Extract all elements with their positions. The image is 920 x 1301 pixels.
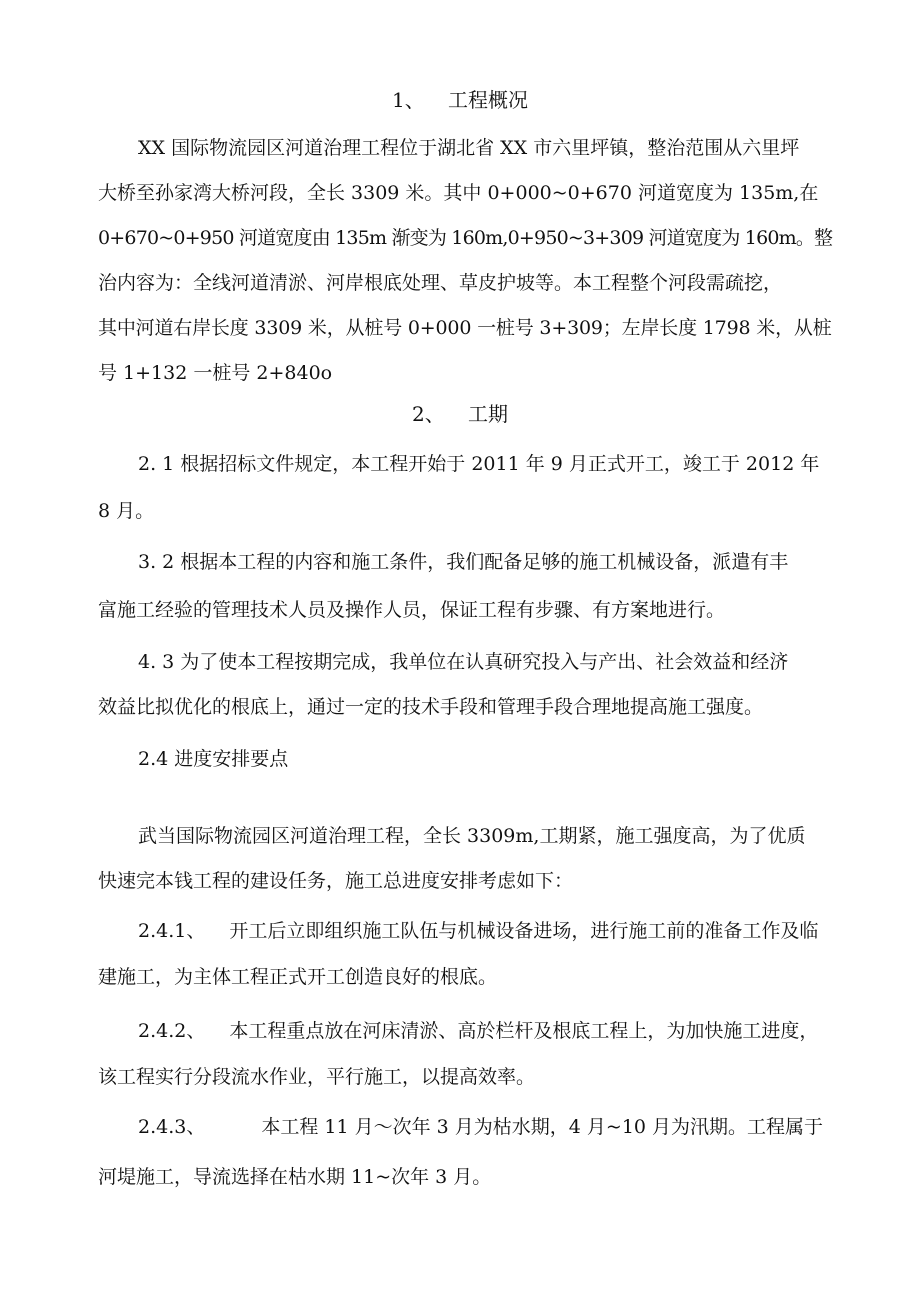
point-2-4-2 (138, 1017, 818, 1045)
section-1-title: 工程概况 (448, 88, 528, 112)
section-2-title: 工期 (468, 402, 508, 426)
item-line: 4. 3 为了使本工程按期完成，我单位在认真研究投入与产出、社会效益和经济 (138, 651, 789, 673)
point-number: 2.4.2、 (138, 1020, 206, 1042)
item-line: 8 月。 (98, 500, 155, 522)
section-1-line: 其中河道右岸长度 3309 米，从桩号 0+000 一桩号 3+309；左岸长度 1798 米，从桩 (98, 317, 832, 339)
section-1-number: 1、 (392, 88, 425, 112)
point-line: 建施工，为主体工程正式开工创造良好的根底。 (98, 966, 498, 988)
section-1-heading (0, 86, 920, 114)
section-1-line: XX 国际物流园区河道治理工程位于湖北省 XX 市六里坪镇，整治范围从六里坪 (138, 137, 800, 159)
point-text: 本工程 11 月～次年 3 月为枯水期，4 月~10 月为汛期。工程属于 (261, 1116, 824, 1138)
point-line: 河堤施工，导流选择在枯水期 11~次年 3 月。 (98, 1166, 492, 1188)
section-2-heading (0, 400, 920, 428)
point-number: 2.4.3、 (138, 1116, 206, 1138)
item-line: 富施工经验的管理技术人员及操作人员，保证工程有步骤、有方案地进行。 (98, 599, 726, 621)
item-line: 效益比拟优化的根底上，通过一定的技术手段和管理手段合理地提高施工强度。 (98, 696, 764, 718)
point-text: 开工后立即组织施工队伍与机械设备进场，进行施工前的准备工作及临 (229, 920, 819, 942)
intro-line: 武当国际物流园区河道治理工程，全长 3309m,工期紧，施工强度高，为了优质 (138, 825, 806, 847)
point-2-4-3 (138, 1113, 823, 1141)
point-line: 该工程实行分段流水作业，平行施工，以提高效率。 (98, 1066, 536, 1088)
section-1-line: 治内容为：全线河道清淤、河岸根底处理、草皮护坡等。本工程整个河段需疏挖， (98, 272, 783, 294)
point-2-4-1 (138, 917, 818, 945)
item-line: 3. 2 根据本工程的内容和施工条件，我们配备足够的施工机械设备，派遣有丰 (138, 551, 789, 573)
item-line: 2. 1 根据招标文件规定，本工程开始于 2011 年 9 月正式开工，竣工于 2012 年 (138, 453, 820, 475)
intro-line: 快速完本钱工程的建设任务，施工总进度安排考虑如下： (98, 870, 574, 892)
section-1-line: 大桥至孙家湾大桥河段，全长 3309 米。其中 0+000~0+670 河道宽度为 135m,在 (98, 182, 819, 204)
point-text: 本工程重点放在河床清淤、高於栏杆及根底工程上，为加快施工进度， (229, 1020, 819, 1042)
point-number: 2.4.1、 (138, 920, 206, 942)
section-1-line: 0+670~0+950 河道宽度由 135m 渐变为 160m,0+950~3+309 河道宽度为 160m。整 (98, 227, 833, 249)
subheading-2-4: 2.4 进度安排要点 (138, 748, 289, 770)
section-2-number: 2、 (412, 402, 445, 426)
section-1-line: 号 1+132 一桩号 2+840o (98, 362, 333, 384)
